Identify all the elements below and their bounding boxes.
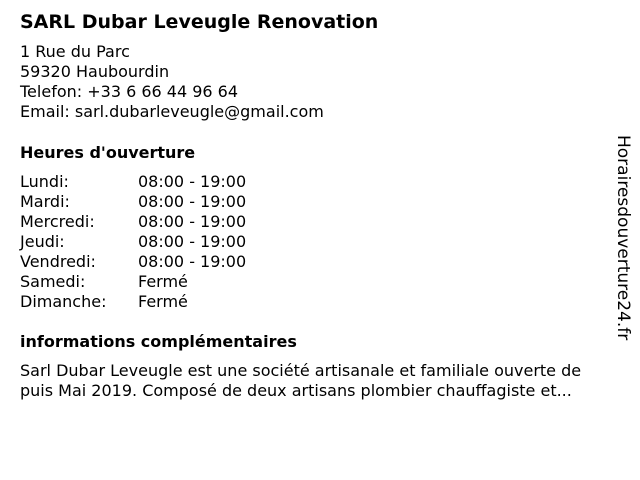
hours-row — [20, 232, 620, 252]
hours-day: Vendredi: — [20, 252, 96, 271]
hours-day: Jeudi: — [20, 232, 65, 251]
info-title: informations complémentaires — [20, 332, 297, 351]
hours-time: Fermé — [138, 292, 188, 311]
hours-time: 08:00 - 19:00 — [138, 172, 247, 191]
info-description-line: puis Mai 2019. Composé de deux artisans plombier chauffagiste et... — [20, 381, 572, 400]
info-description-line: Sarl Dubar Leveugle est une société artisanale et familiale ouverte de — [20, 361, 582, 380]
hours-day: Mardi: — [20, 192, 70, 211]
info-description — [20, 361, 620, 401]
address-block — [20, 42, 620, 122]
hours-time: 08:00 - 19:00 — [138, 232, 247, 251]
hours-table — [20, 172, 620, 312]
hours-time: 08:00 - 19:00 — [138, 252, 247, 271]
hours-row — [20, 172, 620, 192]
business-card — [20, 10, 620, 401]
site-watermark: Horairesdouverture24.fr — [613, 135, 633, 341]
hours-day: Lundi: — [20, 172, 69, 191]
hours-row — [20, 212, 620, 232]
hours-time: 08:00 - 19:00 — [138, 192, 247, 211]
hours-time: Fermé — [138, 272, 188, 291]
hours-title: Heures d'ouverture — [20, 143, 196, 162]
hours-row — [20, 252, 620, 272]
address-city: 59320 Haubourdin — [20, 62, 170, 81]
hours-day: Dimanche: — [20, 292, 107, 311]
hours-row — [20, 272, 620, 292]
phone-text: Telefon: +33 6 66 44 96 64 — [20, 82, 239, 101]
hours-row — [20, 292, 620, 312]
address-street: 1 Rue du Parc — [20, 42, 130, 61]
hours-row — [20, 192, 620, 212]
email-text: Email: sarl.dubarleveugle@gmail.com — [20, 102, 324, 121]
hours-day: Samedi: — [20, 272, 86, 291]
hours-day: Mercredi: — [20, 212, 95, 231]
hours-time: 08:00 - 19:00 — [138, 212, 247, 231]
business-name: SARL Dubar Leveugle Renovation — [20, 11, 379, 33]
